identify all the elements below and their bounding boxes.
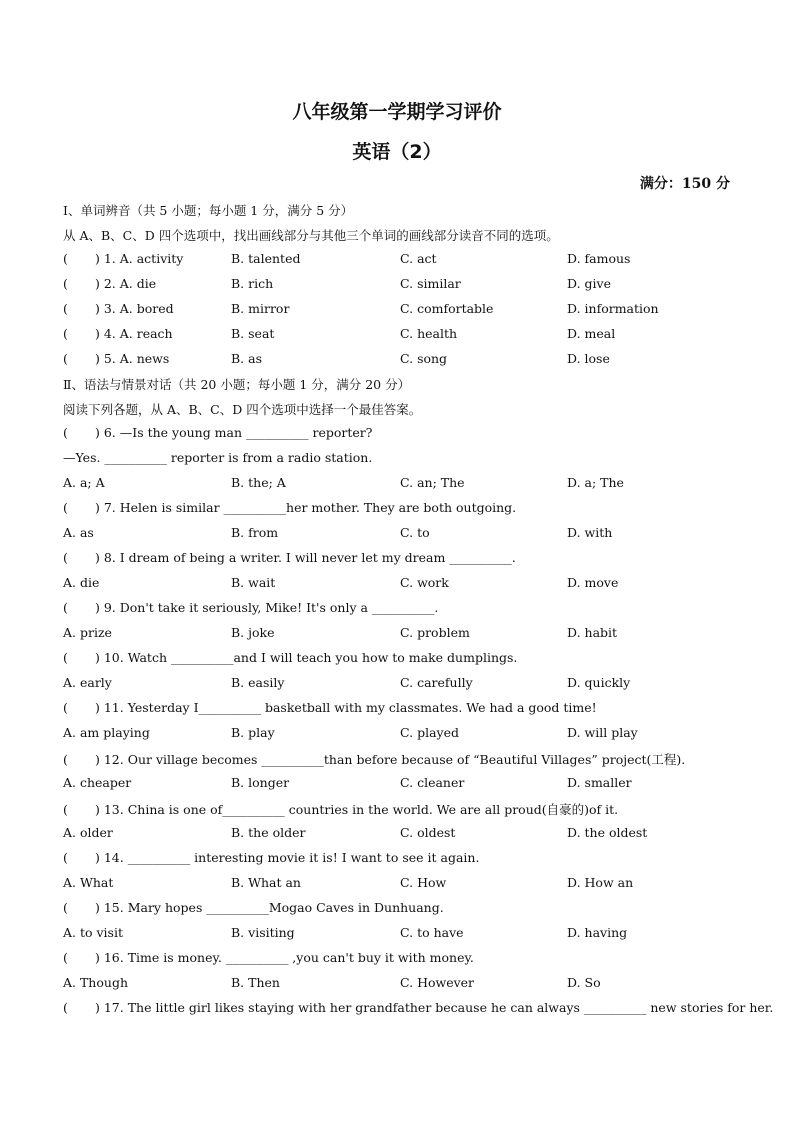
- table-row: [0, 276, 794, 294]
- option-a: A. prize: [63, 625, 112, 640]
- options-row: [0, 925, 794, 943]
- option-a: ( ) 3. A. bored: [63, 301, 174, 316]
- option-b: B. visiting: [231, 925, 295, 940]
- answer-paren: (: [63, 550, 68, 565]
- table-row: [0, 351, 794, 369]
- answer-paren: (: [63, 950, 68, 965]
- page-subtitle: 英语（2）: [352, 141, 442, 163]
- page-title: 八年级第一学期学习评价: [292, 101, 502, 123]
- option-d: D. habit: [567, 625, 618, 640]
- option-d: D. having: [567, 925, 628, 940]
- option-b: B. seat: [231, 326, 275, 341]
- option-b: B. mirror: [231, 301, 290, 316]
- option-a: A. Though: [63, 975, 128, 990]
- option-b: B. easily: [231, 675, 285, 690]
- option-c: C. However: [400, 975, 475, 990]
- question-stem: ( ) 9. Don't take it seriously, Mike! It's only a __________.: [63, 600, 439, 615]
- option-c: C. oldest: [400, 825, 456, 840]
- total-score: 满分：150 分: [639, 176, 730, 192]
- option-c: C. to have: [400, 925, 464, 940]
- option-c: C. How: [400, 875, 447, 890]
- question-stem: ( ) 10. Watch __________and I will teach you how to make dumplings.: [63, 650, 518, 665]
- answer-paren: (: [63, 650, 68, 665]
- option-c: C. health: [400, 326, 458, 341]
- option-a: A. older: [63, 825, 113, 840]
- question-stem: ( ) 6. —Is the young man __________ reporter?: [63, 425, 373, 440]
- answer-paren: (: [63, 600, 68, 615]
- option-c: C. act: [400, 251, 437, 266]
- options-row: [0, 675, 794, 693]
- option-d: D. lose: [567, 351, 610, 366]
- option-c: C. similar: [400, 276, 461, 291]
- answer-paren: (: [63, 700, 68, 715]
- option-b: B. wait: [231, 575, 276, 590]
- answer-paren: (: [63, 326, 68, 341]
- options-row: [0, 625, 794, 643]
- option-c: C. problem: [400, 625, 470, 640]
- question-stem: ( ) 13. China is one of__________ countries in the world. We are all proud(自豪的)of it.: [63, 802, 619, 817]
- option-b: B. rich: [231, 276, 274, 291]
- option-d: D. quickly: [567, 675, 631, 690]
- option-b: B. the; A: [231, 475, 286, 490]
- answer-paren: (: [63, 900, 68, 915]
- options-row: [0, 975, 794, 993]
- option-b: B. What an: [231, 875, 301, 890]
- option-a: ( ) 4. A. reach: [63, 326, 173, 341]
- question-stem: ( ) 17. The little girl likes staying with her grandfather because he can always __________ new stories for her.: [63, 1000, 774, 1015]
- options-row: [0, 725, 794, 743]
- question-stem: ( ) 16. Time is money. __________ ,you can't buy it with money.: [63, 950, 474, 965]
- answer-paren: (: [63, 1000, 68, 1015]
- option-a: ( ) 2. A. die: [63, 276, 157, 291]
- option-a: A. cheaper: [63, 775, 132, 790]
- question-stem-reply: —Yes. __________ reporter is from a radio station.: [63, 450, 373, 465]
- question-stem: ( ) 14. __________ interesting movie it is! I want to see it again.: [63, 850, 480, 865]
- answer-paren: (: [63, 500, 68, 515]
- option-b: B. joke: [231, 625, 275, 640]
- table-row: [0, 326, 794, 344]
- options-row: [0, 525, 794, 543]
- question-stem: ( ) 7. Helen is similar __________her mother. They are both outgoing.: [63, 500, 517, 515]
- option-d: D. So: [567, 975, 601, 990]
- option-b: B. the older: [231, 825, 306, 840]
- option-a: A. What: [63, 875, 114, 890]
- option-c: C. played: [400, 725, 459, 740]
- option-a: A. as: [63, 525, 94, 540]
- option-a: A. to visit: [63, 925, 123, 940]
- option-c: C. comfortable: [400, 301, 494, 316]
- option-c: C. work: [400, 575, 449, 590]
- option-d: D. How an: [567, 875, 634, 890]
- section1-instruction: 从 A、B、C、D 四个选项中，找出画线部分与其他三个单词的画线部分读音不同的选项。: [63, 228, 559, 243]
- question-stem: ( ) 15. Mary hopes __________Mogao Caves in Dunhuang.: [63, 900, 444, 915]
- answer-paren: (: [63, 301, 68, 316]
- option-a: A. die: [63, 575, 100, 590]
- option-b: B. Then: [231, 975, 280, 990]
- options-row: [0, 825, 794, 843]
- option-d: D. information: [567, 301, 659, 316]
- option-d: D. meal: [567, 326, 616, 341]
- question-stem: ( ) 12. Our village becomes __________than before because of “Beautiful Villages” project(工程).: [63, 752, 686, 767]
- question-stem: ( ) 8. I dream of being a writer. I will never let my dream __________.: [63, 550, 516, 565]
- options-row: [0, 475, 794, 493]
- option-c: C. song: [400, 351, 448, 366]
- option-a: ( ) 5. A. news: [63, 351, 170, 366]
- option-d: D. famous: [567, 251, 631, 266]
- answer-paren: (: [63, 802, 68, 817]
- option-a: A. am playing: [63, 725, 150, 740]
- option-d: D. will play: [567, 725, 638, 740]
- option-d: D. smaller: [567, 775, 632, 790]
- option-d: D. a; The: [567, 475, 624, 490]
- option-a: A. a; A: [63, 475, 105, 490]
- answer-paren: (: [63, 425, 68, 440]
- table-row: [0, 301, 794, 319]
- section1-heading: I、单词辨音（共 5 小题；每小题 1 分，满分 5 分）: [63, 203, 354, 218]
- option-d: D. give: [567, 276, 611, 291]
- options-row: [0, 575, 794, 593]
- option-d: D. move: [567, 575, 619, 590]
- option-b: B. play: [231, 725, 275, 740]
- option-b: B. as: [231, 351, 262, 366]
- options-row: [0, 775, 794, 793]
- section2-heading: Ⅱ、语法与情景对话（共 20 小题；每小题 1 分，满分 20 分）: [63, 377, 411, 392]
- table-row: [0, 251, 794, 269]
- option-b: B. from: [231, 525, 279, 540]
- option-c: C. cleaner: [400, 775, 465, 790]
- options-row: [0, 875, 794, 893]
- option-b: B. talented: [231, 251, 301, 266]
- option-a: ( ) 1. A. activity: [63, 251, 184, 266]
- question-stem: ( ) 11. Yesterday I__________ basketball with my classmates. We had a good time!: [63, 700, 597, 715]
- answer-paren: (: [63, 251, 68, 266]
- answer-paren: (: [63, 752, 68, 767]
- answer-paren: (: [63, 351, 68, 366]
- option-d: D. the oldest: [567, 825, 648, 840]
- option-c: C. to: [400, 525, 430, 540]
- option-c: C. carefully: [400, 675, 473, 690]
- option-a: A. early: [63, 675, 112, 690]
- option-c: C. an; The: [400, 475, 465, 490]
- answer-paren: (: [63, 850, 68, 865]
- option-d: D. with: [567, 525, 613, 540]
- answer-paren: (: [63, 276, 68, 291]
- option-b: B. longer: [231, 775, 290, 790]
- section2-instruction: 阅读下列各题，从 A、B、C、D 四个选项中选择一个最佳答案。: [63, 402, 422, 417]
